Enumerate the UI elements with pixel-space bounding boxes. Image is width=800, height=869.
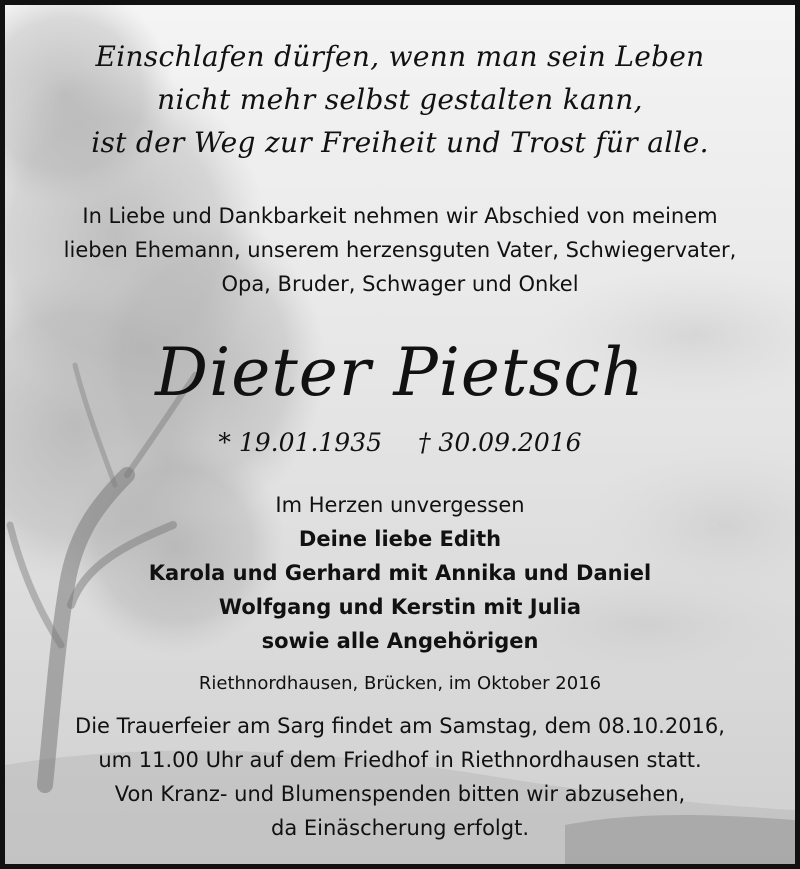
mourner-name: Karola und Gerhard mit Annika und Daniel — [148, 561, 652, 585]
funeral-line: um 11.00 Uhr auf dem Friedhof in Riethnordhausen statt. — [98, 748, 702, 772]
mourners-list — [5, 488, 795, 658]
intro-line: lieben Ehemann, unserem herzensguten Vater, Schwiegervater, — [63, 238, 737, 262]
mourner-name: sowie alle Angehörigen — [261, 629, 539, 653]
deceased-name: Dieter Pietsch — [155, 334, 645, 411]
intro-text — [5, 199, 795, 301]
life-dates — [5, 423, 795, 463]
birth-date: * 19.01.1935 — [218, 428, 383, 457]
mourner-name: Deine liebe Edith — [298, 527, 502, 551]
mourners-heading: Im Herzen unvergessen — [275, 493, 525, 517]
intro-line: In Liebe und Dankbarkeit nehmen wir Abschied von meinem — [82, 204, 718, 228]
funeral-notice — [5, 709, 795, 845]
intro-line: Opa, Bruder, Schwager und Onkel — [221, 272, 579, 296]
motto-poem — [5, 35, 795, 164]
funeral-line: da Einäscherung erfolgt. — [271, 816, 529, 840]
obituary-content — [5, 5, 795, 864]
funeral-line: Von Kranz- und Blumenspenden bitten wir abzusehen, — [114, 782, 686, 806]
mourner-name: Wolfgang und Kerstin mit Julia — [218, 595, 582, 619]
place-and-date: Riethnordhausen, Brücken, im Oktober 2016 — [198, 673, 602, 694]
death-date: † 30.09.2016 — [417, 428, 582, 457]
motto-line: Einschlafen dürfen, wenn man sein Leben — [95, 40, 705, 73]
motto-line: nicht mehr selbst gestalten kann, — [157, 83, 643, 116]
motto-line: ist der Weg zur Freiheit und Trost für alle. — [91, 126, 709, 159]
funeral-line: Die Trauerfeier am Sarg findet am Samstag, dem 08.10.2016, — [75, 714, 725, 738]
